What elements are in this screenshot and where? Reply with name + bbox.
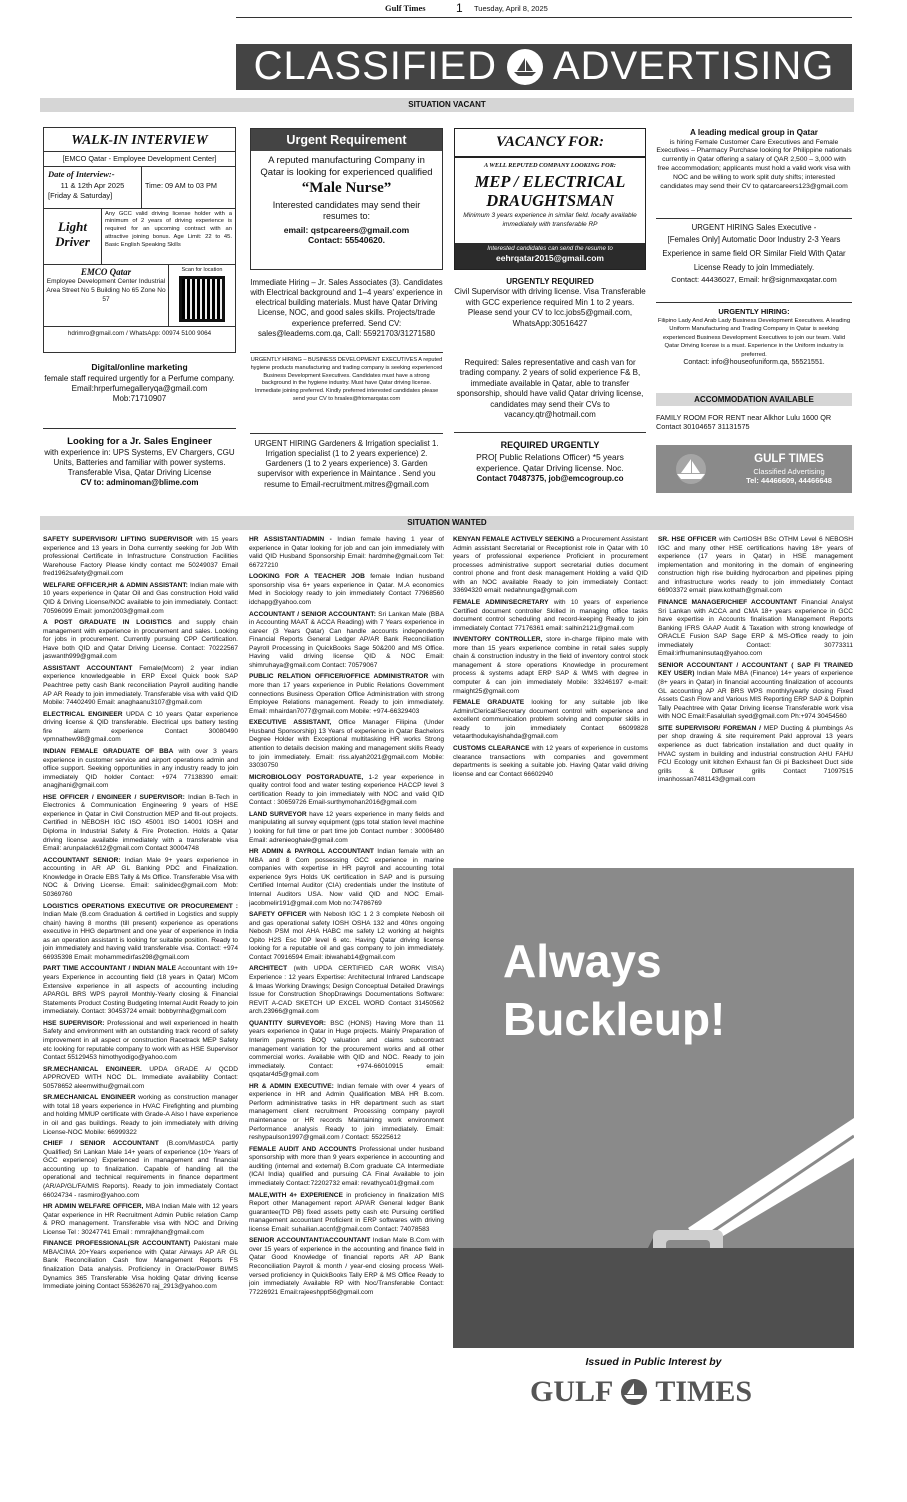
jr-sales-title: Looking for a Jr. Sales Engineer: [67, 436, 212, 447]
classified-listing: [249, 848, 444, 908]
sales-exec-contact: Contact: 44436027, Email: hr@signmaxqatar.com: [671, 275, 837, 285]
listing-text: with more than 17 years experience in Public Relations Government connections Business Operation Office Administration with strong Employee Relations management. Ready to join immediately. Email: mhairdan7077@gmail.com Mobile: +974-66329403: [249, 673, 444, 715]
issue-date: Tuesday, April 8, 2025: [474, 4, 548, 13]
vacancy-email: eehrqatar2015@gmail.com: [496, 252, 604, 263]
listing-text: Indian female having 1 year of experience in Qatar looking for job and can join immediately with valid QID Husband Sponsorship Email: hardmhe@gmail.com Tel: 66727210: [249, 536, 444, 569]
vacancy-send: Interested candidates can send the resume to: [487, 245, 613, 252]
listing-text: Pakistani male MBA/CIMA 20+Years experience with Qatar Airways AP AR GL Bank Reconciliation Cash flow Management Reports FS finalization Data analysis. Proficiency in Oracle/Power BI/MS Dynamics 365 Transferable Visa holding Qatar driving license Immediate joining Contact 55362670 raj_2913@yahoo.com: [43, 1240, 238, 1291]
listing-text: 1-2 year experience in quality control food and water testing experience HACCP level 3 certification Ready to join immediately with NOC and valid QID Contact : 30659726 Email-surthymohan2016@gmail.com: [249, 773, 444, 807]
uniform-contact: Contact: info@houseofuniform.qa, 55521551.: [683, 359, 825, 367]
listing-heading: LAND SURVEYOR: [249, 810, 307, 818]
walkin-time: Time: 09 AM to 03 PM: [145, 180, 217, 190]
listing-heading: SR.MECHANICAL ENGINEER: [43, 1094, 136, 1102]
listing-heading: FINANCE PROFESSIONAL(SR ACCOUNTANT): [43, 1240, 191, 1248]
classified-listing: [249, 1020, 444, 1080]
vacancy-ad: [454, 128, 646, 270]
listing-heading: A POST GRADUATE IN LOGISTICS: [43, 619, 172, 627]
classified-listing: [453, 536, 648, 596]
listing-text: with over 3 years experience in customer service and airport operations admin and office support. Seeking opportunities in any industry ready to join immediately QID holder Contact: +974 77138390 email: anagjhani@gmail.com: [43, 747, 238, 790]
walkin-title: WALK-IN INTERVIEW: [71, 132, 208, 147]
jr-sales-ad: [43, 436, 236, 488]
listing-text: a Procurement Assistant Admin assistant Secretarial or Receptionist role in Qatar with 10 years of professional experience Proficient in procurement processes administrative support secretarial duties document control phone and front desk management Holding a valid QID with an NOC available Ready to join immediately Contact: 33694320 email: nedahnunga@gmail.com: [453, 536, 648, 595]
vacancy-req: Minimum 3 years experience in similar field. locally available immediately with transferable RP: [463, 212, 637, 228]
sales-rep-ad: Required: Sales representative and cash van for trading company. 2 years of solid experience F& B, immediate available in Qatar, able to transfer sponsorship, should have valid Qatar driving license, candidates may send their CVs to vacancy.qtr@hotmail.com: [456, 358, 644, 419]
listing-heading: CHIEF / SENIOR ACCOUNTANT: [43, 1140, 159, 1148]
psa-brand: [530, 1373, 752, 1411]
classified-listing: [658, 725, 853, 785]
classified-listing: [249, 1146, 444, 1189]
listing-heading: SAFETY OFFICER: [249, 911, 307, 919]
listing-text: (B.com/Mast/CA partly Qualified) Sri Lankan Male 14+ years of experience (10+ Years of GCC experience) Experienced in management and financial accounting up to finalization. Capable of handling all the operational and technical requirements in finance department (AR/AP/GL/FA/MIS Reports). Ready to join immediately Contact 66024734 - rasmiro@yahoo.com: [43, 1140, 238, 1199]
immediate-hiring-ad: Immediate Hiring – Jr. Sales Associates (3). Candidates with Electrical background and 1–4 years' experience in electrical building materials. Must have Qatar Driving License, NOC, and good sales skills. Projects/trade experience preferred. Send CV: sales@leadems.com.qa, Call: 55921703/31271580: [250, 278, 443, 338]
listing-heading: LOGISTICS OPERATIONS EXECUTIVE OR PROCUREMENT :: [43, 902, 238, 910]
listing-text: with 12 years of experience in customs clearance transactions with companies and government departments is seeking a suitable job. Having Qatar valid driving license and car Contact 66602940: [453, 744, 648, 778]
page-number: 1: [456, 1, 463, 15]
classified-listing: [453, 699, 648, 742]
brand-ship-icon: [617, 1377, 651, 1407]
uniform-title: URGENTLY HIRING:: [718, 307, 790, 316]
jr-sales-text: with experience in: UPS Systems, EV Chargers, CGU Units, Batteries and familiar with power systems. Transferable Visa, Qatar Driving License: [44, 448, 235, 478]
accommodation-body: FAMILY ROOM FOR RENT near Alkhor Lulu 1600 QR Contact 30104657 31131575: [656, 413, 832, 432]
uniform-body: Filipino Lady And Arab Lady Business Development Executives. A leading Uniform Manufacturing and Trading Company in Qatar is seeking experienced Business Development Executives to join our team. Valid Qatar Driving license is a must. Experience in the Uniform industry is preferred.: [657, 317, 851, 358]
listing-heading: SR.MECHANICAL ENGINEER.: [43, 1065, 142, 1073]
classified-listing: [43, 1240, 238, 1291]
medical-body: is hiring Female Customer Care Executives and Female Executives – Pharmacy Purchase looking for Philippine nationals currently in Qatar offering a salary of QAR 2,500 – 3,000 with free accommodation; applicants must hold a valid work visa with NOC and be willing to work split duty shifts; interested candidates may send their CV to qatarcareers123@gmail.com: [656, 138, 852, 190]
classified-listing: [43, 794, 238, 854]
header-rule: [236, 17, 852, 18]
listing-heading: SENIOR ACCOUNTANT / ACCOUNTANT ( SAP FI TRAINED KEY USER): [658, 661, 853, 678]
classified-listing: [43, 665, 238, 708]
pro-contact: Contact 70487375, job@emcogroup.co: [476, 473, 624, 483]
vacancy-title: VACANCY FOR:: [496, 134, 604, 150]
sales-exec-body: [Females Only] Automatic Door Industry 2-3 Years Experience in same field OR Similar Field With Qatar License Ready to join Immediately.: [662, 234, 846, 273]
listing-heading: ARCHITECT: [249, 965, 288, 973]
psa-brand-left: GULF: [530, 1375, 614, 1408]
sales-exec-title: URGENT HIRING Sales Executive -: [691, 223, 817, 232]
marketing-email: Email:hrperfumegalleryqa@gmail.com: [71, 384, 208, 394]
listing-heading: WELFARE OFFICER,HR & ADMIN ASSISTANT:: [43, 581, 188, 589]
classified-listing: [249, 719, 444, 770]
listing-text: store in-charge filipino male with more than 15 years experience combine in retail sales supply chain & construction industry in the field of inventory control stock management & store operations Knowledge in procurement process & systems adapt ERP SAP & WMS with degree in computer & can join immediately Mobile: 33246197 e-mail: rmaight25@gmail.com: [453, 636, 648, 695]
listing-text: with Nebosh IGC 1 2 3 complete Nebosh oil and gas operational safety IOSH OSHA 132 and 40hrs ongoing Nebosh PSM mol AHA HABC me safety L2 working at heights Opito H2S Esc IDP level 6 etc. Having Qatar driving license looking for a reputable oil and gas company to join immediately. Contact 70916594 Email: ibiwahab14@gmail.com: [249, 911, 444, 961]
classified-listing: [453, 745, 648, 779]
gt-box-sub: Classified Advertising: [753, 466, 825, 476]
medical-title: A leading medical group in Qatar: [690, 128, 818, 137]
sales-executive-ad: [656, 223, 852, 285]
listing-text: with 10 years of experience Certified document controller Skilled in managing office tasks document control scheduling and record-keeping Ready to join immediately Contact 77176361 email: salhin2121@gmail.com: [453, 598, 648, 632]
classified-listing: [249, 911, 444, 962]
listing-heading: MICROBIOLOGY POSTGRADUATE,: [249, 773, 364, 781]
listing-text: Sri Lankan Male (BBA in Accounting MAAT & ACCA Reading) with 7 Years experience in career (3 Years Qatar) Can handle accounts independently Financial Reports General Ledger AP/AR Bank Reconciliation Payroll Processing in QuickBooks Sage 50&200 and MS Office. Having valid driving license QID & NOC Email: shimruhaya@gmail.com Contact: 70579067: [249, 610, 444, 669]
listing-heading: HR ASSISTANT/ADMIN -: [249, 536, 332, 543]
listing-text: UPDA GRADE A/ QCDD APPROVED WITH NOC DL. Immediate availability Contact: 50578652 aleemwithu@gmail.com: [43, 1065, 238, 1090]
walkin-days: [Friday & Saturday]: [48, 191, 113, 201]
classified-listing: [249, 1192, 444, 1235]
classified-listing: [658, 599, 853, 659]
listing-heading: FEMALE AUDIT AND ACCOUNTS: [249, 1145, 357, 1153]
listing-heading: QUANTITY SURVEYOR:: [249, 1019, 326, 1027]
ship-emblem-icon: [662, 449, 720, 489]
wanted-column-2: [249, 536, 444, 1498]
medical-group-ad: [656, 128, 852, 191]
gt-box-tel: Tel: 44466609, 44466648: [746, 476, 832, 486]
listing-text: have 12 years experience in many fields and manipulating all survey equipment (gps total station level machine ) looking for full time or part time job Contact number : 30006480 Email: adrenieoghale@gmail.com: [249, 810, 444, 844]
classified-listing: [249, 811, 444, 845]
wanted-column-1: [43, 536, 238, 1498]
listing-text: Financial Analyst Sri Lankan with ACCA and CMA 18+ years experience in GCC have expertise in Accounts finalisation Management Reports Banking IFRS GAAP Audit & Taxation with strong knowledge of ORACLE Fusion SAP Sage ERP & MS-Office ready to join immediately Contact: 30773311 Email:irfhumaninsutaq@yahoo.com: [658, 598, 853, 658]
listing-text: Professional under husband sponsorship with more than 9 years experience in accounting and auditing (internal and external) B.Com graduate CA Intermediate (ICAI India) qualified and pursuing CA Final Available to join immediately Contact:72202732 email: revathyca01@gmail.com: [249, 1145, 444, 1187]
walkin-role: Light Driver: [44, 209, 102, 264]
vacancy-sub: A WELL REPUTED COMPANY LOOKING FOR:: [483, 162, 617, 170]
listing-text: Indian Male MBA (Finance) 14+ years of experience (8+ years in Qatar) in financial accounting finalization of accounts GL accounting AP AR BRS WPS monthly/yearly closing Fixed Assets Cash Flow and Various MIS Reporting ERP SAP & Dolphin Tally Peachtree with Qatar Driving license Transferable work visa with NOC Email:Fasalullah syed@gmail.com Ph:+974 30454560: [658, 670, 853, 721]
listing-heading: HSE SUPERVISOR:: [43, 1019, 105, 1027]
civil-text: Civil Supervisor with driving license. Visa Transferable with GCC experience required Min 1 to 2 years. Please send your CV to lcc.jobs5@gmail.com, WhatsApp:30516427: [454, 287, 646, 328]
urgent-req-email: email: qstpcareers@gmail.com: [283, 224, 410, 235]
buckleup-psa: [453, 868, 854, 1500]
listing-text: UPDA C 10 years Qatar experience driving license & QID transferable. Electrical ups battery testing fire alarm experience Contact 30080490 vpmnathew98@gmail.com: [43, 710, 238, 744]
urgent-req-body: A reputed manufacturing Company in Qatar is looking for experienced qualified: [260, 155, 433, 178]
classified-listing: [249, 573, 444, 607]
listing-heading: SITE SUPERVISOR/ FOREMAN /: [658, 724, 761, 732]
walkin-ad: [43, 127, 236, 353]
classified-listing: [249, 774, 444, 808]
listing-text: and supply chain management with experience in procurement and sales. Looking for jobs in procurement. Currently pursuing CPP Certification. Have both QID and Qatar Driving License. Contact: 70222567 jaswanth999@gmail.com: [43, 619, 238, 661]
classified-listing: [43, 582, 238, 616]
classified-listing: [43, 1140, 238, 1200]
classified-listing: [249, 965, 444, 1016]
listing-heading: ACCOUNTANT / SENIOR ACCOUNTANT:: [249, 610, 376, 618]
banner-left: CLASSIFIED: [253, 44, 497, 89]
listing-heading: ACCOUNTANT SENIOR:: [43, 856, 121, 864]
listing-text: Indian Male 9+ years experience in accounting in AR AP GL Banking PDC and Finalization. Knowledge in Oracle EBS Tally & Ms Office. Transferable Visa with NOC & Driving License. Email: salinidec@gmail.com Mob: 50369760: [43, 856, 238, 898]
classified-listing: [43, 1020, 238, 1063]
pro-text: PRO[ Public Relations Officer) *5 years experience. Qatar Driving license. Noc.: [476, 451, 624, 473]
listing-heading: INDIAN FEMALE GRADUATE OF BBA: [43, 747, 174, 755]
classified-listing: [43, 965, 238, 1016]
listing-heading: FINANCE MANAGER/CHIEF ACCOUNTANT: [658, 598, 798, 606]
urgent-requirement-ad: [250, 128, 443, 270]
ship-logo-icon: [507, 49, 543, 85]
listing-text: Indian B-Tech in Electronics & Communication Engineering 9 years of HSE experience in Qatar in Civil Construction MEP and fit-out projects. Certified in NEBOSH IGC ISO 45001 ISO 14001 IOSH and Diploma in Industrial Safety & Fire Protection. Holds a Qatar driving license available immediately with a transferable visa Email: arunpalack612@gmail.com Contact 30004748: [43, 793, 238, 853]
marketing-title: Digital/online marketing: [91, 362, 188, 372]
psa-headline: [503, 932, 725, 1048]
listing-text: with CertIOSH BSc OTHM Level 6 NEBOSH IGC and many other HSE certifications having 18+ years of experience (17 years in Qatar) in HSE management implementation and monitoring in the domain of engineering construction high rise building hydrocarbon and pipelines piping and infrastructure works ready to join immediately Contact 66903372 email: piaw.kothath@gmail.com: [658, 536, 853, 595]
listing-text: Indian Male (B.com Graduation & certified in Logistics and supply chain) having 8 months (till present) experience as operations executive in HHG department and one year of experience in India as an operation assistant is looking for suitable position. Ready to join immediately and having valid transferable visa. Contact: +974 66935398 Email: mohammedirfas298@gmail.com: [43, 911, 238, 961]
listing-heading: EXECUTIVE ASSISTANT,: [249, 719, 332, 727]
marketing-text: female staff required urgently for a Perfume company.: [44, 373, 235, 383]
listing-text: in proficiency in finalization MIS Report other Management report AP/AR General ledger Bank guarantee(TD PB) fixed assets petty cash etc Pursuing certified management accountant Proficient in ERP softwares with driving license Email: suhailian.accnf@gmail.com Contact: 74078583: [249, 1191, 444, 1233]
listing-heading: FEMALE ADMIN/SECRETARY: [453, 598, 549, 606]
gulf-times-contact-box: [656, 445, 852, 493]
listing-text: Female(Mcom) 2 year indian experience knowledgeable in ERP Excel Quick book SAP Peachtree petty cash Bank reconciliation Payroll auditing handle AP AR Ready to join immediately. Transferable visa with valid QID Mobile: 74402490 Email: anaghaanu3107@gmail.com: [43, 664, 238, 707]
location-qr-code[interactable]: [179, 276, 225, 322]
classified-listing: [43, 536, 238, 579]
section-situation-vacant: SITUATION VACANT: [40, 98, 854, 112]
listing-text: female Indian husband sponsorship visa 6+ years experience in Qatar. M.A economics Med in Sociology ready to join immediately Contact 77968560 idchapg@yahoo.com: [249, 573, 444, 606]
listing-text: Indian female with an MBA and 8 Com possessing GCC experience in marine companies with expertise in HR payroll and accounting total experience 9yrs Holds UK certification in SAP and is pursuing Certified Internal Auditor (CIA) credentials under the Institute of Internal Auditors USA. Now valid QID and NOC Email-jacobmelir191@gmail.com Mob no:74786769: [249, 848, 444, 907]
walkin-date-label: Date of Interview:-: [48, 168, 115, 179]
gt-box-title: GULF TIMES: [754, 453, 824, 466]
classified-listing: [249, 673, 444, 716]
pro-title: REQUIRED URGENTLY: [500, 440, 600, 450]
listing-heading: HR ADMIN & PAYROLL ACCOUNTANT: [249, 848, 374, 856]
classified-banner: [236, 44, 852, 90]
listing-heading: HR & ADMIN EXECUTIVE:: [249, 1082, 334, 1090]
section-situation-wanted: SITUATION WANTED: [40, 516, 854, 530]
listing-heading: KENYAN FEMALE ACTIVELY SEEKING: [453, 536, 575, 543]
banner-right: ADVERTISING: [552, 44, 835, 89]
classified-listing: [43, 857, 238, 900]
walkin-scan-label: Scan for location: [181, 266, 223, 273]
listing-heading: PART TIME ACCOUNTANT / INDIAN MALE: [43, 965, 176, 973]
listing-text: looking for any suitable job like Admin/Clerical/Secretary document control with experience and excellent communication problem solving and computer skills in ready to join immediately Contact 66099828 vetaarthodukayishahda@gmail.com: [453, 699, 648, 741]
gardeners-ad: URGENT HIRING Gardeners & Irrigation specialist 1. Irrigation specialist (1 to 2 years experience) 2. Gardeners (1 to 2 years experience) 3. Garden supervisor with experience in Maintance . Send you resume to Email-recruitment.mitres@gmail.com: [254, 439, 439, 489]
pro-ad: [454, 440, 646, 484]
listing-heading: INVENTORY CONTROLLER,: [453, 636, 543, 644]
listing-heading: SAFETY SUPERVISOR/ LIFTING SUPERVISOR: [43, 536, 193, 543]
classified-listing: [249, 536, 444, 570]
psa-line-2: Buckleup!: [503, 993, 726, 1045]
walkin-date-value: 11 & 12th Apr 2025: [60, 181, 125, 191]
psa-brand-right: TIMES: [655, 1375, 753, 1408]
listing-heading: MALE,WITH 4+ EXPERIENCE: [249, 1191, 343, 1199]
urgent-req-role: “Male Nurse”: [301, 179, 392, 196]
wanted-column-4: [658, 536, 853, 864]
urgent-req-title: Urgent Requirement: [251, 129, 442, 151]
classified-listing: [249, 1083, 444, 1143]
listing-text: with 15 years experience and 13 years in Doha currently seeking for Job With professional Certificate in Infrastructure Construction Facilities Warehouse Factory Please kindly contact me 50249037 Email fred1962safety@gmail.com: [43, 536, 238, 578]
listing-text: Professional and well experienced in health Safety and environment with an outstanding track record of safety improvement in all aspect or construction Racetrack MEP Safety etc looking for reputable company to work with as HSE Supervisor Contact 55129453 himothyodigo@yahoo.com: [43, 1019, 238, 1062]
classified-listing: [453, 636, 648, 696]
classified-listing: [43, 748, 238, 791]
listing-heading: HSE OFFICER / ENGINEER / SUPERVISOR:: [43, 793, 185, 801]
urgent-req-send: Interested candidates may send their resumes to:: [272, 199, 421, 221]
classified-listing: [43, 619, 238, 662]
listing-heading: HR ADMIN WELFARE OFFICER,: [43, 1203, 144, 1211]
walkin-org: EMCO Qatar: [80, 266, 132, 277]
psa-line-1: Always: [503, 935, 662, 987]
uniform-hiring-ad: [656, 307, 852, 368]
listing-text: Indian male with 10 years experience in Qatar Oil and Gas construction Hold valid QID & Driving License/NOC available to join immediately. Contact: 70596099 Email: jomon2003@gmail.com: [43, 581, 238, 615]
accommodation-header: ACCOMMODATION AVAILABLE: [656, 393, 852, 406]
classified-listing: [43, 1066, 238, 1092]
listing-text: MEP Ducting & plumbings As per shop drawing & site requirement Pakl approval 13 years experience as duct fabrication installation and duct quality in HVAC system in building and industrial construction AHU FAHU FCU Ecology unit kitchen Exhaust fan Gi pi Backsheet Duct side grills & Diffuser grills Contact 71097515 imanhossan7481143@gmail.com: [658, 724, 853, 784]
vacancy-role: MEP / ELECTRICAL DRAUGHTSMAN: [474, 172, 626, 211]
listing-text: Office Manager Filipina (Under Husband Sponsorship) 13 Years of experience in Qatar Bachelors Degree Holder with Exceptional multitasking HR works Strong attention to details decision making and management skills Ready to join immediately. Email: riss.alyah2021@gmail.com Mobile: 33030750: [249, 719, 444, 770]
listing-heading: PUBLIC RELATION OFFICER/OFFICE ADMINISTRATOR: [249, 673, 429, 681]
classified-listing: [43, 1094, 238, 1137]
listing-heading: CUSTOMS CLEARANCE: [453, 744, 530, 752]
jr-sales-cv: CV to: adminoman@blime.com: [80, 478, 199, 488]
listing-text: MBA Indian Male with 12 years Qatar experience in HR Recruitment Admin Public relation Camp & PRO management. Transferable visa with NOC and Driving License Tel : 30247741 Email : mmrajkhan@gmail.com: [43, 1203, 238, 1236]
classified-listing: [658, 536, 853, 596]
listing-heading: SENIOR ACCOUNTANT/ACCOUNTANT: [249, 1237, 371, 1245]
classified-listing: [43, 711, 238, 745]
classified-listing: [453, 599, 648, 633]
publication-name: Gulf Times: [385, 3, 426, 13]
listing-text: Indian Male B.Com with over 15 years of experience in the accounting and finance field in Qatar Good Knowledge of financial reports AR AP Bank Reconciliation Payroll & month / year-end closing process Well-versed proficiency in QuickBooks Tally ERP & MS Office Ready to join immediately Available RP with Noc/Transferable Contact: 77226921 Email:rajeeshppt56@gmail.com: [249, 1237, 444, 1296]
walkin-address: Employee Development Center Industrial Area Street No 5 Building No 65 Zone No 57: [46, 278, 166, 303]
business-development-ad: URGENTLY HIRING – BUSINESS DEVELOPMENT EXECUTIVES A reputed hygiene products manufacturing and trading company is seeking experienced Business Development Executives. Candidates must have a strong background in the hygiene industry. Must have Qatar driving license. Immediate joining preferred. Kindly preferred interested candidates please send your CV to hrsales@friomarqatar.com: [250, 357, 443, 403]
classified-listing: [249, 1237, 444, 1297]
listing-heading: FEMALE GRADUATE: [453, 699, 525, 707]
listing-text: Indian female with over 4 years of experience in HR and Admin Qualification MBA HR B.com. Perform administrative tasks in HR department such as start management client recruitment Processing company payroll maintenance or HR records Maintaining work environment Performance analysis Ready to join immediately. Email: reshypaulson1997@gmail.com / Contact: 55225612: [249, 1082, 444, 1142]
page-header: [0, 0, 907, 30]
walkin-requirements: Any GCC valid driving license holder with a minimum of 2 years of driving experience is required for an upcoming contract with an attractive joining bonus. Age Limit: 22 to 45. Basic English Speaking Skills: [105, 210, 232, 248]
listing-heading: SR. HSE OFFICER: [658, 536, 717, 543]
listing-text: Accountant with 19+ years Experience in accounting field (18 years in Qatar) MCom Extensive experience in all aspects of accounting including APARGL BRS WPS payroll Monthly-Yearly closing & Financial Statements Product Costing Budgeting Internal Audit Ready to join immediately. Contact: 30453724 email: bobbyrnha@gmail.com: [43, 965, 238, 1016]
wanted-column-3: [453, 536, 648, 864]
listing-heading: ELECTRICAL ENGINEER: [43, 710, 123, 718]
walkin-contact: hdrimro@gmail.com / WhatsApp: 00974 5100 9064: [67, 329, 212, 337]
vacancy-footer: [455, 243, 645, 269]
marketing-ad: [43, 362, 236, 405]
civil-supervisor-ad: [454, 277, 646, 329]
listing-heading: LOOKING FOR A TEACHER JOB: [249, 573, 365, 581]
walkin-company: [EMCO Qatar - Employee Development Center]: [44, 151, 235, 166]
listing-text: working as construction manager with total 18 years experience in HVAC Firefighting and plumbing and holding MMUP certificate with Grade-A Also I have experience in oil and gas buildings. Ready to join immediately with driving License-NOC Mobile: 66999322: [43, 1094, 238, 1136]
listing-heading: ASSISTANT ACCOUNTANT: [43, 664, 133, 672]
civil-title: URGENTLY REQUIRED: [506, 277, 594, 286]
marketing-mobile: Mob:71710907: [112, 394, 167, 404]
classified-listing: [43, 903, 238, 963]
classified-listing: [249, 611, 444, 671]
listing-text: (with UPDA CERTIFIED CAR WORK VISA) Experience : 12 years Expertise: Architectural Infrared Landscape & Imaas Working Drawings; Design Conceptual Detailed Drawings Issue for Construction ShopDrawings Documentations Software: REVIT A-CAD SKETCH UP EXCEL WORD Contact 31450562 arch.23966@gmail.com: [249, 965, 444, 1016]
psa-issued: Issued in Public Interest by: [585, 1356, 722, 1368]
listing-text: BSC (HONS) Having More than 11 years experience in Qatar in Huge projects. Mainly Preparation of Interim payments BOQ valuation and claims subcontract management variation for the procurement works and all other commercial works. Available with QID and NOC. Ready to join immediately. Contact: +974-66010915 email: qsqatar4d5@gmail.com: [249, 1019, 444, 1079]
urgent-req-contact: Contact: 55540620.: [307, 235, 385, 246]
classified-listing: [658, 662, 853, 722]
classified-listing: [43, 1203, 238, 1237]
